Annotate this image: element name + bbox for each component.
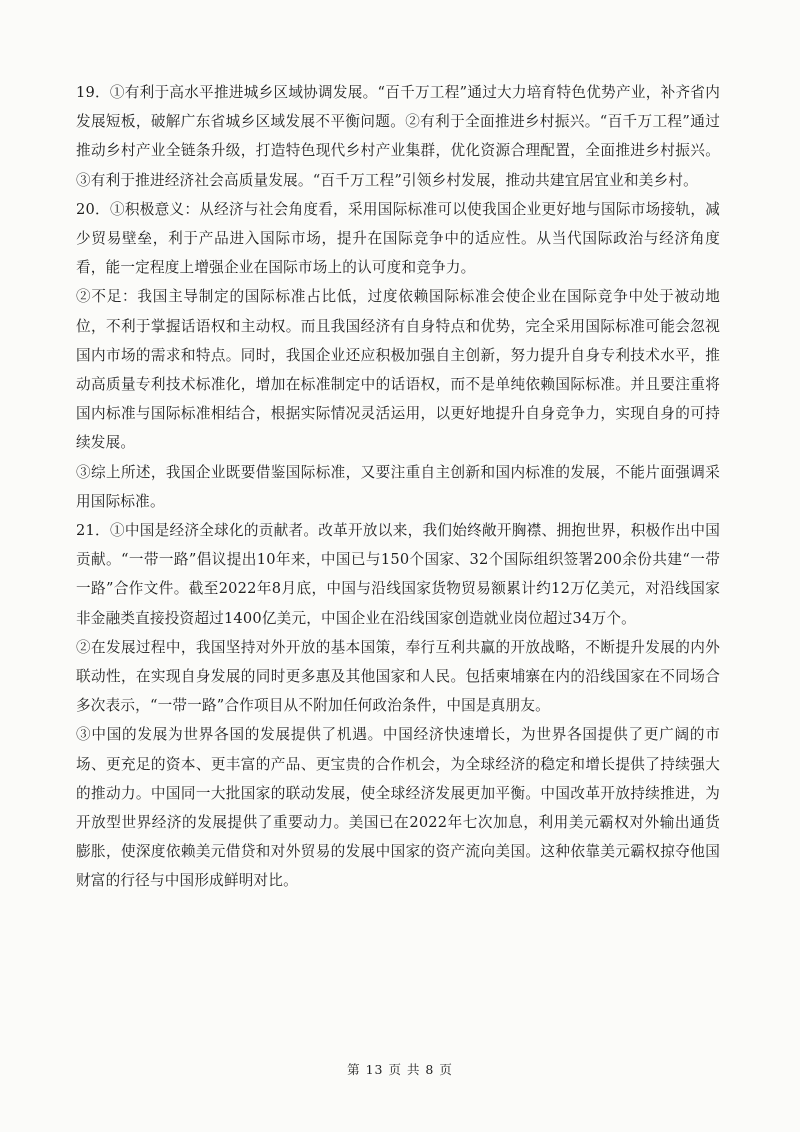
answer-21-paragraph-2: ②在发展过程中，我国坚持对外开放的基本国策，奉行互利共赢的开放战略，不断提升发展的内外联动性，在实现自身发展的同时更多惠及其他国家和人民。包括柬埔寨在内的沿线国家在不同场合多次表示，“一带一路”合作项目从不附加任何政治条件，中国是真朋友。 bbox=[76, 638, 720, 715]
answer-20-paragraph-2: ②不足：我国主导制定的国际标准占比低，过度依赖国际标准会使企业在国际竞争中处于被动地位，不利于掌握话语权和主动权。而且我国经济有自身特点和优势，完全采用国际标准可能会忽视国内市场的需求和特点。同时，我国企业还应积极加强自主创新，努力提升自身专利技术水平，推动高质量专利技术标准化，增加在标准制定中的话语权，而不是单纯依赖国际标准。并且要注重将国内标准与国际标准相结合，根据实际情况灵活运用，以更好地提升自身竞争力，实现自身的可持续发展。 bbox=[76, 288, 720, 452]
answer-21-paragraph-3: ③中国的发展为世界各国的发展提供了机遇。中国经济快速增长，为世界各国提供了更广阔的市场、更充足的资本、更丰富的产品、更宝贵的合作机会，为全球经济的稳定和增长提供了持续强大的推动力。中国同一大批国家的联动发展，使全球经济发展更加平衡。中国改革开放持续推进，为开放型世界经济的发展提供了重要动力。美国已在2022年七次加息，利用美元霸权对外输出通货膨胀，使深度依赖美元借贷和对外贸易的发展中国家的资产流向美国。这种依靠美元霸权掠夺他国财富的行径与中国形成鲜明对比。 bbox=[76, 726, 720, 890]
answer-20-paragraph-3: ③综上所述，我国企业既要借鉴国际标准，又要注重自主创新和国内标准的发展，不能片面强调采用国际标准。 bbox=[76, 463, 720, 510]
page-number-footer: 第 13 页 共 8 页 bbox=[347, 1062, 453, 1077]
answer-19-paragraph-1: 19．①有利于高水平推进城乡区域协调发展。“百千万工程”通过大力培育特色优势产业，补齐省内发展短板，破解广东省城乡区域发展不平衡问题。②有利于全面推进乡村振兴。“百千万工程”通过推动乡村产业全链条升级，打造特色现代乡村产业集群，优化资源合理配置，全面推进乡村振兴。③有利于推进经济社会高质量发展。“百千万工程”引领乡村发展，推动共建宜居宜业和美乡村。 bbox=[76, 84, 720, 189]
answer-19 bbox=[76, 78, 720, 195]
answer-21 bbox=[76, 516, 720, 896]
answer-20-paragraph-1: 20．①积极意义：从经济与社会角度看，采用国际标准可以使我国企业更好地与国际市场接轨，减少贸易壁垒，利于产品进入国际市场，提升在国际竞争中的适应性。从当代国际政治与经济角度看，能一定程度上增强企业在国际市场上的认可度和竞争力。 bbox=[76, 200, 720, 277]
answer-21-paragraph-1: 21．①中国是经济全球化的贡献者。改革开放以来，我们始终敞开胸襟、拥抱世界，积极作出中国贡献。“一带一路”倡议提出10年来，中国已与150个国家、32个国际组织签署200余份共建“一带一路”合作文件。截至2022年8月底，中国与沿线国家货物贸易额累计约12万亿美元，对沿线国家非金融类直接投资超过1400亿美元，中国企业在沿线国家创造就业岗位超过34万个。 bbox=[76, 522, 720, 627]
answer-20 bbox=[76, 195, 720, 516]
